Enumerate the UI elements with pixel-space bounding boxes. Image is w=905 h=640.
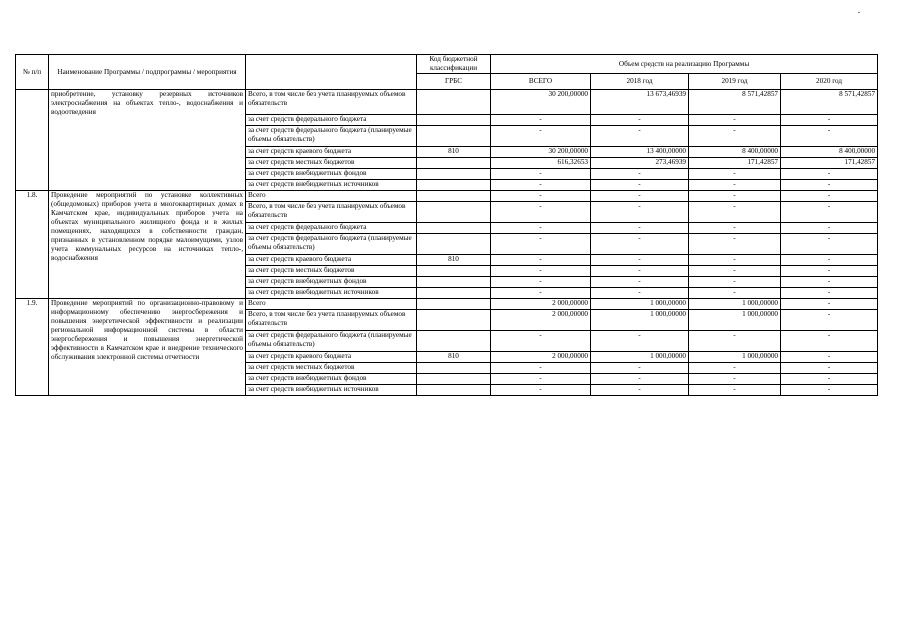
amount-total: - [491, 374, 591, 385]
measure-name: Проведение мероприятий по установке коллективных (общедомовых) приборов учета в многоквартирных домах в Камчатском крае, индивидуальных приборов учета на объектах муниципального жилищного фонда и в жилых помещениях, находящихся в собственности граждан, признанных в установленном порядке малоимущими, узлов учета коммунальных ресурсов на источниках тепло-, водоснабжения [49, 191, 246, 299]
grbs-code [417, 202, 491, 223]
amount-2018: - [591, 374, 689, 385]
amount-2018: - [591, 202, 689, 223]
funding-source: за счет средств федерального бюджета (планируемые объемы обязательств) [246, 126, 417, 147]
amount-2020: - [781, 266, 878, 277]
amount-2019: - [689, 126, 781, 147]
table-body [16, 90, 878, 396]
amount-total: 616,32653 [491, 158, 591, 169]
col-header-2018: 2018 год [591, 74, 689, 90]
amount-total: - [491, 288, 591, 299]
amount-2019: 171,42857 [689, 158, 781, 169]
funding-source: за счет средств местных бюджетов [246, 266, 417, 277]
amount-2018: - [591, 385, 689, 396]
amount-2020: - [781, 352, 878, 363]
amount-2018: - [591, 288, 689, 299]
amount-2020: 8 400,00000 [781, 147, 878, 158]
table-header [16, 55, 878, 90]
amount-total: 2 000,00000 [491, 352, 591, 363]
amount-2019: - [689, 385, 781, 396]
funding-source: за счет средств внебюджетных фондов [246, 374, 417, 385]
amount-2018: - [591, 277, 689, 288]
amount-total: - [491, 266, 591, 277]
grbs-code: 810 [417, 352, 491, 363]
amount-2019: - [689, 202, 781, 223]
grbs-code [417, 277, 491, 288]
amount-total: 30 200,00000 [491, 147, 591, 158]
amount-total: - [491, 363, 591, 374]
grbs-code [417, 310, 491, 331]
amount-2020: - [781, 299, 878, 310]
amount-2019: - [689, 331, 781, 352]
funding-source: за счет средств внебюджетных источников [246, 180, 417, 191]
grbs-code [417, 299, 491, 310]
funding-source: Всего, в том числе без учета планируемых объемов обязательств [246, 90, 417, 115]
amount-total: - [491, 169, 591, 180]
amount-2018: - [591, 266, 689, 277]
amount-2020: - [781, 255, 878, 266]
funding-source: за счет средств местных бюджетов [246, 158, 417, 169]
grbs-code [417, 374, 491, 385]
col-header-2020: 2020 год [781, 74, 878, 90]
measure-name: приобретение, установку резервных источников электроснабжения на объектах тепло-, водоснабжения и водоотведения [49, 90, 246, 191]
funding-source: Всего, в том числе без учета планируемых объемов обязательств [246, 310, 417, 331]
amount-total: - [491, 277, 591, 288]
col-header-name: Наименование Программы / подпрограммы / мероприятия [49, 55, 246, 90]
amount-2020: 8 571,42857 [781, 90, 878, 115]
grbs-code [417, 169, 491, 180]
amount-2018: 13 673,46939 [591, 90, 689, 115]
grbs-code [417, 115, 491, 126]
amount-2020: - [781, 191, 878, 202]
amount-2019: - [689, 180, 781, 191]
amount-2018: 1 000,00000 [591, 310, 689, 331]
funding-source: за счет средств внебюджетных источников [246, 385, 417, 396]
amount-2018: - [591, 180, 689, 191]
amount-2019: - [689, 288, 781, 299]
funding-source: за счет средств краевого бюджета [246, 147, 417, 158]
amount-2020: - [781, 180, 878, 191]
funding-source: за счет средств федерального бюджета [246, 115, 417, 126]
amount-2019: - [689, 266, 781, 277]
grbs-code [417, 266, 491, 277]
grbs-code: 810 [417, 147, 491, 158]
amount-2019: - [689, 223, 781, 234]
grbs-code [417, 234, 491, 255]
col-header-source [246, 55, 417, 90]
amount-2019: - [689, 115, 781, 126]
amount-2019: 8 400,00000 [689, 147, 781, 158]
funding-source: Всего [246, 191, 417, 202]
scan-speck [858, 12, 860, 13]
table-row [16, 90, 878, 115]
amount-total: 30 200,00000 [491, 90, 591, 115]
amount-2020: - [781, 363, 878, 374]
amount-2018: 273,46939 [591, 158, 689, 169]
row-number [16, 90, 49, 191]
amount-2019: - [689, 255, 781, 266]
amount-2018: 1 000,00000 [591, 299, 689, 310]
amount-2018: - [591, 115, 689, 126]
grbs-code: 810 [417, 255, 491, 266]
funding-source: за счет средств местных бюджетов [246, 363, 417, 374]
amount-2020: - [781, 202, 878, 223]
amount-2019: - [689, 277, 781, 288]
grbs-code [417, 180, 491, 191]
amount-total: 2 000,00000 [491, 299, 591, 310]
funding-source: за счет средств федерального бюджета (планируемые объемы обязательств) [246, 331, 417, 352]
amount-2020: - [781, 374, 878, 385]
grbs-code [417, 363, 491, 374]
amount-total: - [491, 385, 591, 396]
funding-source: за счет средств внебюджетных фондов [246, 169, 417, 180]
amount-2020: - [781, 385, 878, 396]
col-header-total: ВСЕГО [491, 74, 591, 90]
amount-2019: - [689, 234, 781, 255]
amount-2018: - [591, 363, 689, 374]
amount-total: - [491, 331, 591, 352]
amount-2019: - [689, 191, 781, 202]
funding-source: за счет средств федерального бюджета [246, 223, 417, 234]
funding-source: Всего [246, 299, 417, 310]
amount-2019: - [689, 169, 781, 180]
amount-2018: 1 000,00000 [591, 352, 689, 363]
col-header-volume: Объем средств на реализацию Программы [491, 55, 878, 74]
amount-total: 2 000,00000 [491, 310, 591, 331]
amount-2020: - [781, 115, 878, 126]
funding-source: за счет средств краевого бюджета [246, 255, 417, 266]
amount-2019: 1 000,00000 [689, 352, 781, 363]
col-header-2019: 2019 год [689, 74, 781, 90]
table-row [16, 299, 878, 310]
grbs-code [417, 191, 491, 202]
grbs-code [417, 223, 491, 234]
amount-total: - [491, 202, 591, 223]
amount-2020: - [781, 277, 878, 288]
amount-2020: 171,42857 [781, 158, 878, 169]
amount-2020: - [781, 331, 878, 352]
amount-2020: - [781, 310, 878, 331]
amount-2018: - [591, 234, 689, 255]
amount-2019: 1 000,00000 [689, 310, 781, 331]
amount-2018: - [591, 331, 689, 352]
budget-table [15, 54, 878, 396]
amount-2018: - [591, 255, 689, 266]
grbs-code [417, 126, 491, 147]
amount-2018: - [591, 169, 689, 180]
col-header-no: № п/п [16, 55, 49, 90]
amount-2020: - [781, 169, 878, 180]
amount-2020: - [781, 126, 878, 147]
table-row [16, 191, 878, 202]
funding-source: за счет средств внебюджетных источников [246, 288, 417, 299]
grbs-code [417, 331, 491, 352]
amount-total: - [491, 180, 591, 191]
amount-total: - [491, 191, 591, 202]
amount-2019: - [689, 374, 781, 385]
amount-2019: 1 000,00000 [689, 299, 781, 310]
amount-2018: - [591, 191, 689, 202]
amount-2018: - [591, 223, 689, 234]
funding-source: за счет средств федерального бюджета (планируемые объемы обязательств) [246, 234, 417, 255]
funding-source: за счет средств внебюджетных фондов [246, 277, 417, 288]
amount-2018: 13 400,00000 [591, 147, 689, 158]
amount-total: - [491, 234, 591, 255]
row-number: 1.8. [16, 191, 49, 299]
amount-2020: - [781, 234, 878, 255]
amount-2020: - [781, 223, 878, 234]
funding-source: Всего, в том числе без учета планируемых объемов обязательств [246, 202, 417, 223]
amount-2018: - [591, 126, 689, 147]
amount-2019: 8 571,42857 [689, 90, 781, 115]
amount-total: - [491, 115, 591, 126]
grbs-code [417, 288, 491, 299]
grbs-code [417, 385, 491, 396]
amount-2020: - [781, 288, 878, 299]
amount-2019: - [689, 363, 781, 374]
amount-total: - [491, 255, 591, 266]
col-header-code: Код бюджетной классификации [417, 55, 491, 74]
funding-source: за счет средств краевого бюджета [246, 352, 417, 363]
measure-name: Проведение мероприятий по организационно-правовому и информационному обеспечению энергосбережения и повышения энергетической эффективности и реализации региональной информационной системы в области энергосбережения и повышения энергетической эффективности в Камчатском крае и внедрение технического обслуживания электронной системы отчетности [49, 299, 246, 396]
amount-total: - [491, 126, 591, 147]
col-header-grbs: ГРБС [417, 74, 491, 90]
amount-total: - [491, 223, 591, 234]
grbs-code [417, 158, 491, 169]
row-number: 1.9. [16, 299, 49, 396]
grbs-code [417, 90, 491, 115]
